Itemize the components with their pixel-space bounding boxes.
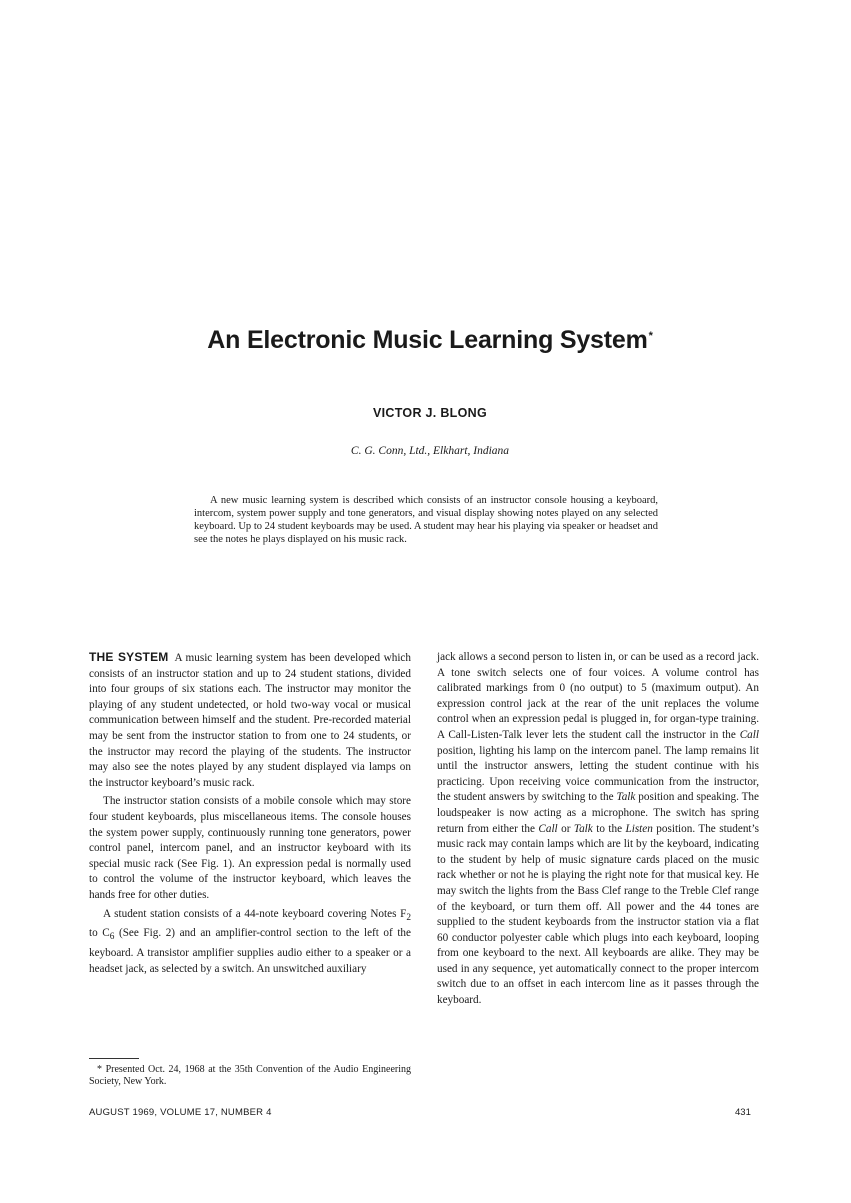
- italic-term: Call: [538, 822, 558, 835]
- paragraph: The instructor station consists of a mobile console which may store four student keyboards, plus miscellaneous items. The console houses the system power supply, continuously running tone generators, power control panel, intercom panel, and an instructor keyboard with its special music rack (See Fig. 1). An expression pedal is normally used to control the volume of the instructor keyboard, which leaves the hands free for other duties.: [89, 795, 411, 901]
- paragraph-text: or: [557, 822, 574, 835]
- paragraph-text: position and speaking. The loudspeaker is now acting as a microphone. The switch has spring return from either the: [437, 791, 759, 835]
- paragraph-text: A music learning system has been developed which consists of an instructor station and up to 24 student stations, divided into four groups of six stations each. The instructor may monitor the playing of any student undetected, or hold two-way vocal or musical communication between himself and the student. Pre-recorded material may be sent from the instructor station to from one to 24 students, or the instructor may record the playing of the students. The instructor may also see the notes played by any student displayed via lamps on the instructor keyboard’s music rack.: [89, 652, 411, 789]
- article-title: [150, 326, 710, 355]
- section-heading: THE SYSTEM: [89, 650, 169, 664]
- abstract: A new music learning system is described which consists of an instructor console housing a keyboard, intercom, system power supply and tone generators, and visual display showing notes played on any selected keyboard. Up to 24 student keyboards may be used. A student may hear his playing via speaker or headset and see the notes he plays displayed on his music rack.: [194, 495, 658, 545]
- subscript: 6: [109, 932, 115, 943]
- footnote: * Presented Oct. 24, 1968 at the 35th Convention of the Audio Engineering Society, New York.: [89, 1064, 411, 1087]
- page-number: 431: [735, 1107, 751, 1118]
- paragraph: [437, 650, 759, 1009]
- right-column: [437, 650, 759, 1012]
- paragraph: [89, 650, 411, 791]
- journal-issue-footer: AUGUST 1969, VOLUME 17, NUMBER 4: [89, 1107, 272, 1118]
- footnote-divider: [89, 1058, 139, 1059]
- italic-term: Call: [739, 728, 759, 741]
- author-affiliation: C. G. Conn, Ltd., Elkhart, Indiana: [350, 445, 510, 457]
- paragraph-text: to C: [89, 927, 110, 940]
- subscript: 2: [406, 912, 411, 923]
- paragraph-text: jack allows a second person to listen in, or can be used as a record jack. A tone switch selects one of four voices. A volume control has calibrated markings from 0 (no output) to 5 (maximum output). An expression control jack at the rear of the unit replaces the volume control when an expression pedal is plugged in, for organ-type training. A Call-Listen-Talk lever lets the student call the instructor in the: [437, 651, 759, 741]
- italic-term: Talk: [573, 822, 593, 835]
- paragraph-text: A student station consists of a 44-note keyboard covering Notes F: [103, 907, 407, 920]
- paragraph-text: to the: [592, 822, 626, 835]
- paragraph-text: position. The student’s music rack may contain lamps which are lit by the keyboard, indicating to the student by help of music signature cards placed on the music rack whether or not he is playing the right note for that musical key. He may switch the lights from the Bass Clef range to the Treble Clef range of the keyboard, or turn them off. All power and the 44 tones are supplied to the student keyboards from the instructor station via a flat 60 conductor polyester cable which plugs into each keyboard, looping from one keyboard to the next. All keyboards are alike. They may be used in any sequence, yet automatically connect to the proper intercom switch due to an offset in each intercom line as it passes through the keyboard.: [437, 822, 760, 1007]
- italic-term: Talk: [616, 791, 636, 804]
- title-text: An Electronic Music Learning System: [207, 326, 648, 354]
- left-column: [89, 650, 411, 980]
- title-footnote-mark: *: [648, 329, 653, 342]
- author-name: VICTOR J. BLONG: [372, 406, 487, 420]
- paragraph-text: (See Fig. 2) and an amplifier-control section to the left of the keyboard. A transistor amplifier supplies audio either to a speaker or a headset jack, as selected by a switch. An unswitched auxiliary: [89, 927, 411, 975]
- italic-term: Listen: [625, 822, 653, 835]
- paragraph-text: position, lighting his lamp on the intercom panel. The lamp remains lit until the instructor answers, letting the student continue with his practicing. Upon receiving voice communication from the instructor, the student answers by switching to the: [437, 744, 759, 804]
- paragraph: [89, 907, 411, 978]
